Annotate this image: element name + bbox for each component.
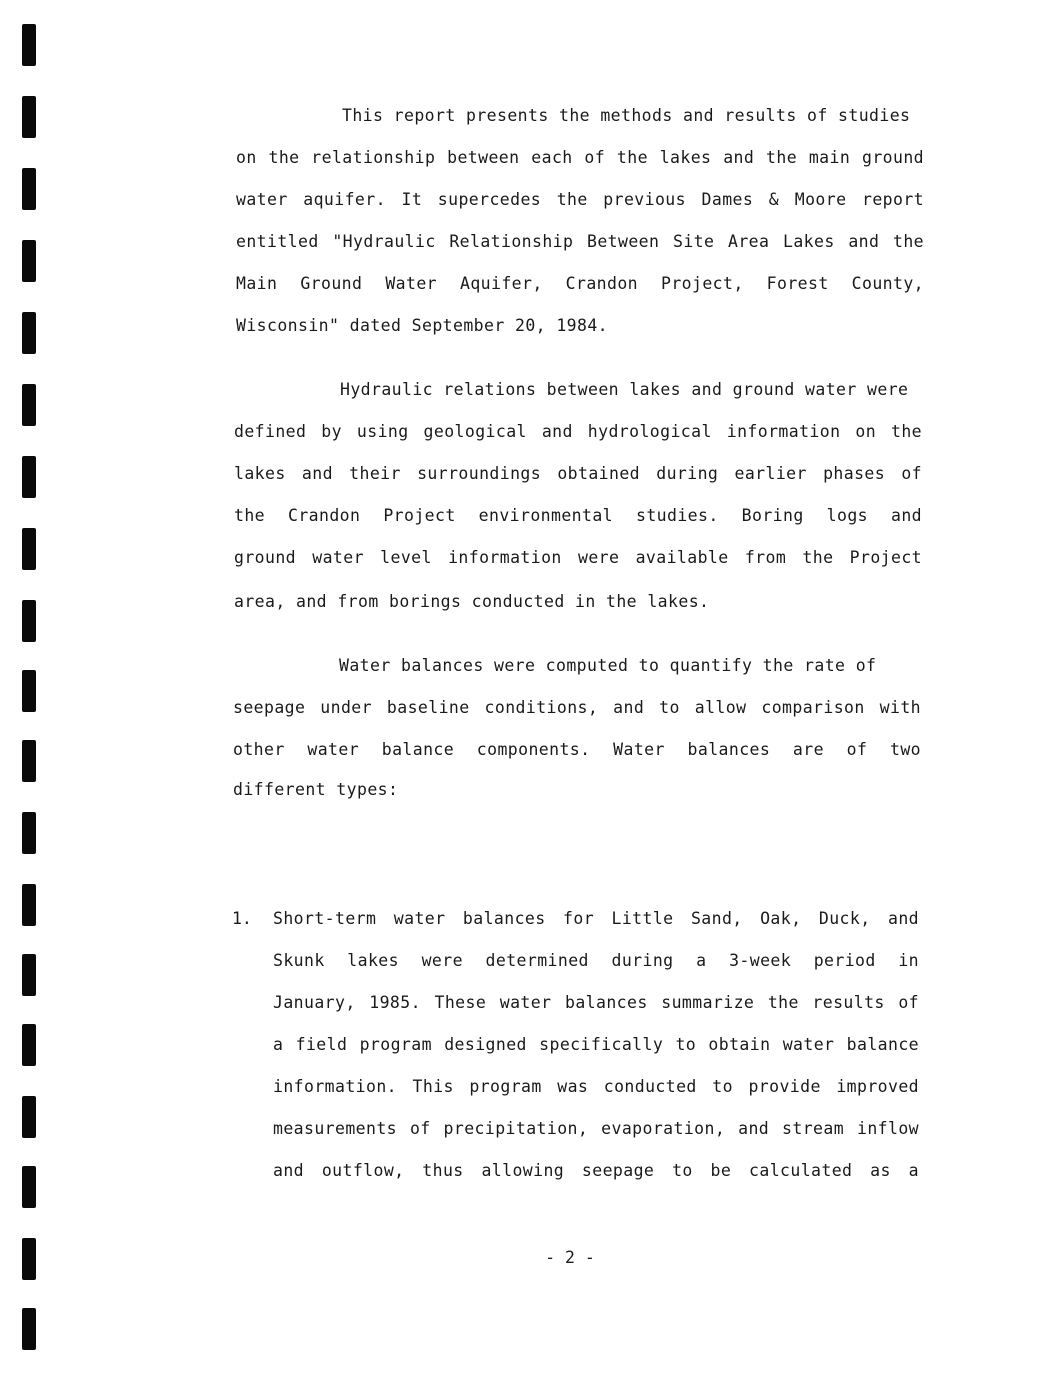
- text-line: and outflow, thus allowing seepage to be calculated as a: [273, 1161, 919, 1180]
- text-line: water aquifer. It supercedes the previous Dames & Moore report: [236, 190, 924, 209]
- text-line: Short-term water balances for Little Sand, Oak, Duck, and: [273, 909, 919, 928]
- binding-bar: [22, 884, 36, 926]
- binding-bar: [22, 384, 36, 426]
- binding-bar: [22, 670, 36, 712]
- text-line: seepage under baseline conditions, and to allow comparison with: [233, 698, 921, 717]
- text-line: Main Ground Water Aquifer, Crandon Project, Forest County,: [236, 274, 924, 293]
- text-line: other water balance components. Water balances are of two: [233, 740, 921, 759]
- text-line: lakes and their surroundings obtained during earlier phases of: [234, 464, 922, 483]
- binding-bar: [22, 1096, 36, 1138]
- binding-bar: [22, 168, 36, 210]
- page-number: - 2 -: [545, 1248, 595, 1267]
- binding-bar: [22, 600, 36, 642]
- binding-bar: [22, 1024, 36, 1066]
- binding-bar: [22, 456, 36, 498]
- binding-bar: [22, 96, 36, 138]
- binding-bar: [22, 528, 36, 570]
- list-item-number: 1.: [232, 909, 252, 928]
- text-line: a field program designed specifically to obtain water balance: [273, 1035, 919, 1054]
- text-line: ground water level information were available from the Project: [234, 548, 922, 567]
- binding-bar: [22, 312, 36, 354]
- text-line: area, and from borings conducted in the lakes.: [234, 592, 710, 611]
- text-line: entitled "Hydraulic Relationship Between Site Area Lakes and the: [236, 232, 924, 251]
- binding-bar: [22, 1308, 36, 1350]
- text-line: Skunk lakes were determined during a 3-week period in: [273, 951, 919, 970]
- text-line: measurements of precipitation, evaporation, and stream inflow: [273, 1119, 919, 1138]
- text-line: on the relationship between each of the lakes and the main ground: [236, 148, 924, 167]
- text-line: Hydraulic relations between lakes and ground water were: [340, 380, 909, 399]
- text-line: January, 1985. These water balances summarize the results of: [273, 993, 919, 1012]
- text-line: Wisconsin" dated September 20, 1984.: [236, 316, 609, 335]
- binding-bar: [22, 1166, 36, 1208]
- binding-bar: [22, 24, 36, 66]
- text-line: different types:: [233, 780, 399, 799]
- binding-bar: [22, 954, 36, 996]
- text-line: the Crandon Project environmental studies. Boring logs and: [234, 506, 922, 525]
- binding-bar: [22, 240, 36, 282]
- text-line: Water balances were computed to quantify the rate of: [339, 656, 877, 675]
- text-line: information. This program was conducted to provide improved: [273, 1077, 919, 1096]
- binding-bar: [22, 812, 36, 854]
- text-line: defined by using geological and hydrological information on the: [234, 422, 922, 441]
- binding-bar: [22, 740, 36, 782]
- text-line: This report presents the methods and results of studies: [342, 106, 911, 125]
